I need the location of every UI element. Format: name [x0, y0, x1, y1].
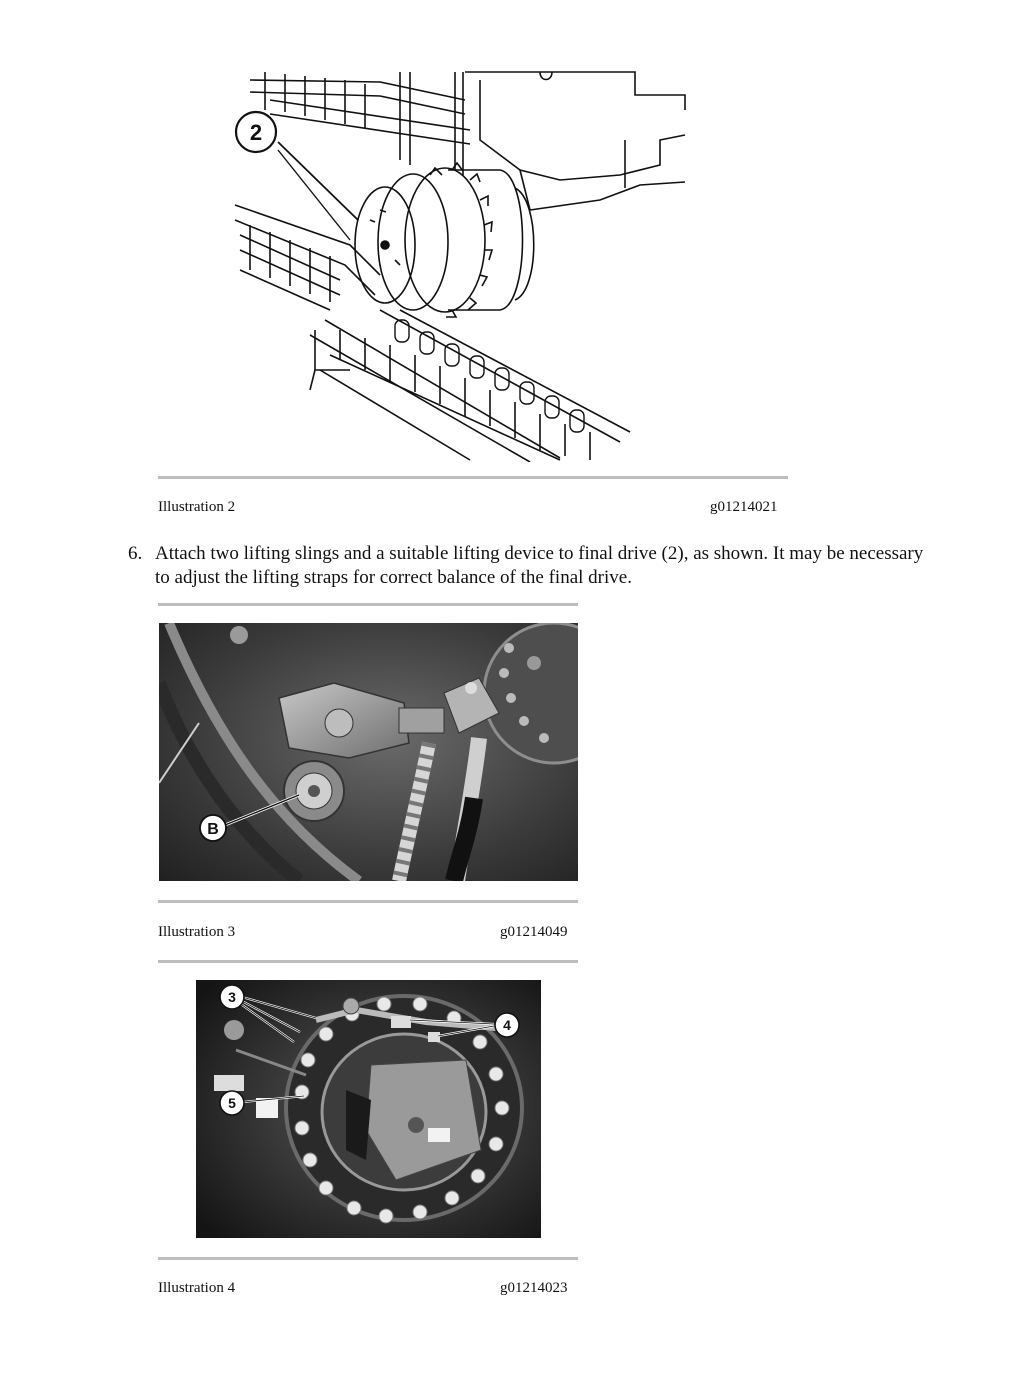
illustration-2-drawing	[230, 70, 690, 462]
illustration-4-rule	[158, 1257, 578, 1260]
step-text: Attach two lifting slings and a suitable lifting device to final drive (2), as shown. It may be necessary to adjust the lifting straps for correct balance of the final drive.	[155, 543, 924, 588]
illustration-4-top-rule	[158, 960, 578, 963]
illustration-3-caption: Illustration 3	[158, 924, 236, 940]
illustration-3-code: g01214049	[500, 924, 568, 940]
illustration-2-rule	[158, 476, 788, 479]
illustration-4-caption: Illustration 4	[158, 1280, 236, 1296]
illustration-3-rule	[158, 900, 578, 903]
illustration-3-photo	[159, 623, 578, 881]
callout-b-label: B	[207, 821, 219, 838]
illustration-2-code: g01214021	[710, 499, 778, 515]
callout-4-label: 4	[503, 1017, 511, 1033]
illustration-2-caption: Illustration 2	[158, 499, 236, 515]
step-number: 6.	[128, 543, 143, 564]
callout-2-label: 2	[249, 120, 263, 145]
callout-3-label: 3	[228, 989, 236, 1005]
illustration-4-photo	[196, 980, 541, 1238]
callout-5-label: 5	[228, 1095, 236, 1111]
illustration-4-code: g01214023	[500, 1280, 568, 1296]
illustration-3-top-rule	[158, 603, 578, 606]
